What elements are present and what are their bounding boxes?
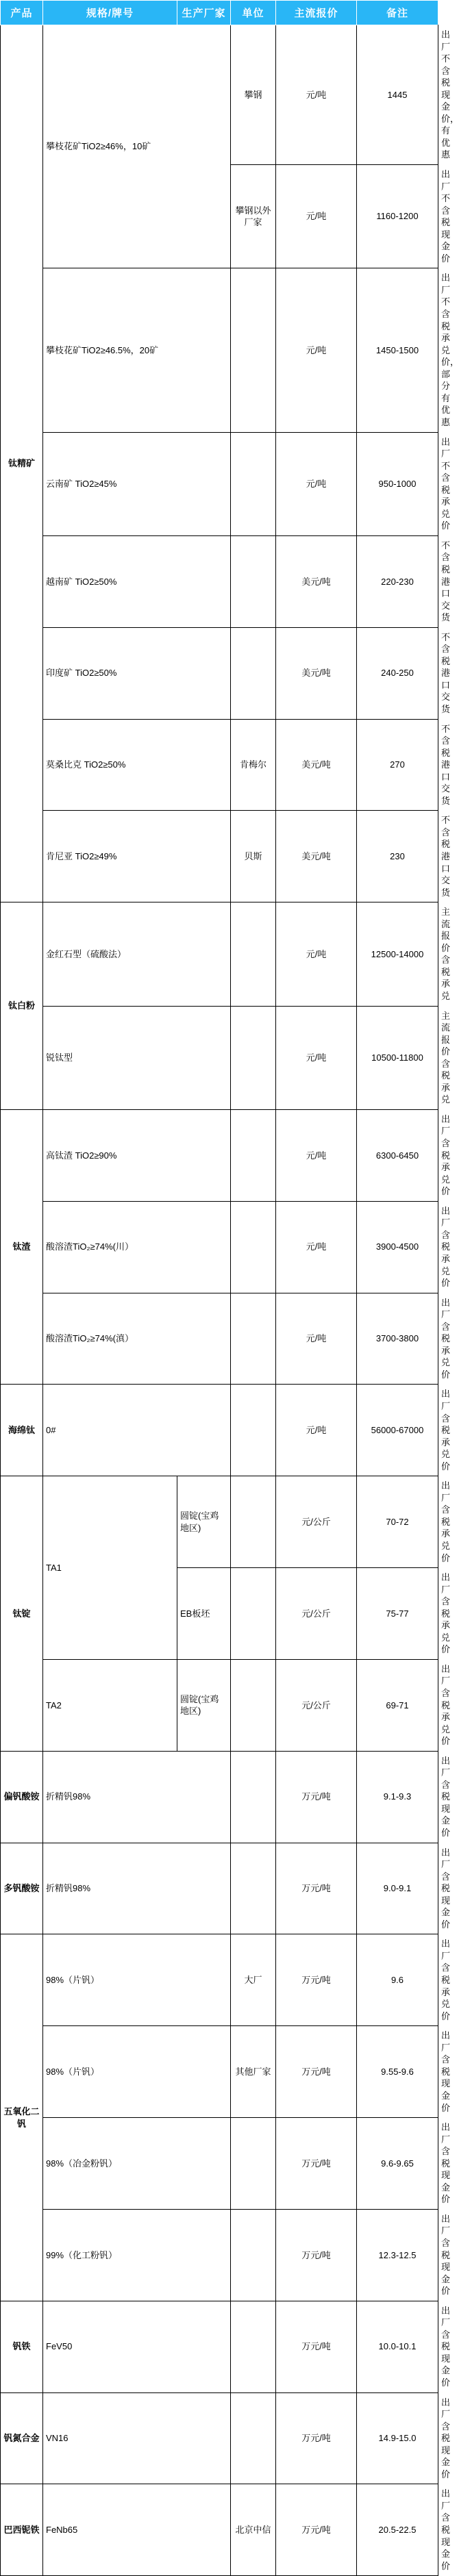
column-header-unit: 单位 — [231, 1, 276, 25]
unit-cell: 元/吨 — [276, 1201, 357, 1293]
spec-cell: 0# — [43, 1385, 231, 1476]
manufacturer-cell — [231, 2301, 276, 2392]
spec-cell: 折精钒98% — [43, 1751, 231, 1843]
unit-cell: 元/吨 — [276, 902, 357, 1006]
table-row: 钒铁 FeV50 万元/吨 10.0-10.1 出厂含税现金价 — [1, 2301, 438, 2392]
price-cell: 14.9-15.0 — [357, 2392, 438, 2484]
table-row: 酸溶渣TiO₂≥74%(滇） 元/吨 3700-3800 出厂含税承兑价 — [1, 1293, 438, 1385]
table-row: 云南矿 TiO2≥45% 元/吨 950-1000 出厂不含税承兑价 — [1, 432, 438, 535]
table-row: 钛白粉 金红石型（硫酸法） 元/吨 12500-14000 主流报价含税承兑 — [1, 902, 438, 1006]
price-cell: 12.3-12.5 — [357, 2209, 438, 2301]
spec-cell: 肯尼亚 TiO2≥49% — [43, 811, 231, 902]
manufacturer-cell — [231, 1843, 276, 1934]
price-cell: 3700-3800 — [357, 1293, 438, 1385]
spec-cell: TA2 — [43, 1659, 177, 1751]
product-category-cell: 钛渣 — [1, 1109, 43, 1384]
spec-cell: 酸溶渣TiO₂≥74%(滇） — [43, 1293, 231, 1385]
table-row: 巴西铌铁 FeNb65 北京中信 万元/吨 20.5-22.5 出厂含税现金价 — [1, 2484, 438, 2576]
table-row: 偏钒酸铵 折精钒98% 万元/吨 9.1-9.3 出厂含税现金价 — [1, 1751, 438, 1843]
table-row: 98%（冶金粉钒） 万元/吨 9.6-9.65 出厂含税现金价 — [1, 2118, 438, 2210]
manufacturer-cell — [231, 535, 276, 627]
unit-cell: 万元/吨 — [276, 2484, 357, 2576]
manufacturer-cell — [231, 1751, 276, 1843]
spec-sub-cell: 圆锭(宝鸡地区) — [177, 1659, 231, 1751]
table-row: 锐钛型 元/吨 10500-11800 主流报价含税承兑 — [1, 1006, 438, 1109]
spec-cell: 98%（片钒） — [43, 2026, 231, 2118]
price-cell: 220-230 — [357, 535, 438, 627]
manufacturer-cell — [231, 627, 276, 719]
table-row: 印度矿 TiO2≥50% 美元/吨 240-250 不含税港口交货 — [1, 627, 438, 719]
price-cell: 1450-1500 — [357, 268, 438, 432]
manufacturer-cell — [231, 1109, 276, 1201]
unit-cell: 元/吨 — [276, 25, 357, 165]
manufacturer-cell — [231, 2392, 276, 2484]
table-row: 越南矿 TiO2≥50% 美元/吨 220-230 不含税港口交货 — [1, 535, 438, 627]
price-cell: 9.0-9.1 — [357, 1843, 438, 1934]
price-cell: 230 — [357, 811, 438, 902]
unit-cell: 元/吨 — [276, 1385, 357, 1476]
manufacturer-cell — [231, 902, 276, 1006]
unit-cell: 元/吨 — [276, 268, 357, 432]
unit-cell: 万元/吨 — [276, 1934, 357, 2026]
price-cell: 6300-6450 — [357, 1109, 438, 1201]
price-cell: 56000-67000 — [357, 1385, 438, 1476]
table-row: 钛锭 TA1 圆锭(宝鸡地区) 元/公斤 70-72 出厂含税承兑价 — [1, 1476, 438, 1568]
manufacturer-cell: 北京中信 — [231, 2484, 276, 2576]
manufacturer-cell — [231, 1659, 276, 1751]
column-header-price: 主流报价 — [276, 1, 357, 25]
table-row: 攀钢以外厂家 元/吨 1160-1200 出厂不含税现金价 — [1, 165, 438, 268]
manufacturer-cell: 攀钢以外厂家 — [231, 165, 276, 268]
spec-cell: 金红石型（硫酸法） — [43, 902, 231, 1006]
table-row: 海绵钛 0# 元/吨 56000-67000 出厂含税承兑价 — [1, 1385, 438, 1476]
table-row: 钛精矿 攀枝花矿TiO2≥46%，10矿 攀钢 元/吨 1445 出厂不含税现金价，有优惠 — [1, 25, 438, 165]
column-header-spec: 规格/牌号 — [43, 1, 177, 25]
table-row: 酸溶渣TiO₂≥74%(川） 元/吨 3900-4500 出厂含税承兑价 — [1, 1201, 438, 1293]
table-row: 肯尼亚 TiO2≥49% 贝斯 美元/吨 230 不含税港口交货 — [1, 811, 438, 902]
manufacturer-cell — [231, 1385, 276, 1476]
column-header-remark: 备注 — [357, 1, 438, 25]
spec-cell: 攀枝花矿TiO2≥46.5%，20矿 — [43, 268, 231, 432]
product-category-cell: 钒氮合金 — [1, 2392, 43, 2484]
price-cell: 270 — [357, 719, 438, 811]
manufacturer-cell — [231, 268, 276, 432]
spec-cell: TA1 — [43, 1476, 177, 1660]
spec-cell: 99%（化工粉钒） — [43, 2209, 231, 2301]
price-cell: 70-72 — [357, 1476, 438, 1568]
product-category-cell: 钒铁 — [1, 2301, 43, 2392]
header-row — [1, 1, 438, 25]
price-cell: 1160-1200 — [357, 165, 438, 268]
table-row: 五氧化二钒 98%（片钒） 大厂 万元/吨 9.6 出厂含税承兑价 — [1, 1934, 438, 2026]
manufacturer-cell — [231, 1568, 276, 1660]
manufacturer-cell — [231, 1293, 276, 1385]
spec-cell: VN16 — [43, 2392, 231, 2484]
spec-cell: FeNb65 — [43, 2484, 231, 2576]
manufacturer-cell: 肯梅尔 — [231, 719, 276, 811]
unit-cell: 万元/吨 — [276, 1843, 357, 1934]
unit-cell: 元/吨 — [276, 1109, 357, 1201]
table-row: 莫桑比克 TiO2≥50% 肯梅尔 美元/吨 270 不含税港口交货 — [1, 719, 438, 811]
manufacturer-cell — [231, 1006, 276, 1109]
product-category-cell: 钛精矿 — [1, 25, 43, 902]
manufacturer-cell — [231, 432, 276, 535]
spec-cell: 攀枝花矿TiO2≥46%，10矿 — [43, 25, 231, 268]
unit-cell: 元/吨 — [276, 165, 357, 268]
product-category-cell: 海绵钛 — [1, 1385, 43, 1476]
table-row: TA2 圆锭(宝鸡地区) 元/公斤 69-71 出厂含税承兑价 — [1, 1659, 438, 1751]
unit-cell: 美元/吨 — [276, 811, 357, 902]
spec-cell: 印度矿 TiO2≥50% — [43, 627, 231, 719]
unit-cell: 万元/吨 — [276, 1751, 357, 1843]
price-cell: 20.5-22.5 — [357, 2484, 438, 2576]
unit-cell: 万元/吨 — [276, 2209, 357, 2301]
manufacturer-cell — [231, 1476, 276, 1568]
unit-cell: 美元/吨 — [276, 627, 357, 719]
table-row: 攀枝花矿TiO2≥46.5%，20矿 元/吨 1450-1500 出厂不含税承兑价，部分有优惠 — [1, 268, 438, 432]
column-header-manufacturer: 生产厂家 — [177, 1, 231, 25]
price-cell: 75-77 — [357, 1568, 438, 1660]
unit-cell: 元/吨 — [276, 432, 357, 535]
unit-cell: 元/吨 — [276, 1293, 357, 1385]
price-cell: 9.1-9.3 — [357, 1751, 438, 1843]
spec-cell: 98%（冶金粉钒） — [43, 2118, 231, 2210]
price-cell: 950-1000 — [357, 432, 438, 535]
table-row: EB板坯 元/公斤 75-77 出厂含税承兑价 — [1, 1568, 438, 1660]
table-header — [1, 1, 438, 25]
unit-cell: 元/公斤 — [276, 1659, 357, 1751]
unit-cell: 万元/吨 — [276, 2026, 357, 2118]
price-cell: 10.0-10.1 — [357, 2301, 438, 2392]
spec-cell: 98%（片钒） — [43, 1934, 231, 2026]
product-category-cell: 巴西铌铁 — [1, 2484, 43, 2576]
price-cell: 12500-14000 — [357, 902, 438, 1006]
product-category-cell: 偏钒酸铵 — [1, 1751, 43, 1843]
spec-sub-cell: EB板坯 — [177, 1568, 231, 1660]
price-cell: 240-250 — [357, 627, 438, 719]
manufacturer-cell — [231, 1201, 276, 1293]
product-category-cell: 钛锭 — [1, 1476, 43, 1751]
price-cell: 9.6 — [357, 1934, 438, 2026]
spec-sub-cell: 圆锭(宝鸡地区) — [177, 1476, 231, 1568]
unit-cell: 元/公斤 — [276, 1568, 357, 1660]
table-body — [1, 25, 459, 2576]
unit-cell: 万元/吨 — [276, 2118, 357, 2210]
unit-cell: 元/吨 — [276, 1006, 357, 1109]
price-cell: 9.55-9.6 — [357, 2026, 438, 2118]
table-row: 98%（片钒） 其他厂家 万元/吨 9.55-9.6 出厂含税现金价 — [1, 2026, 438, 2118]
manufacturer-cell — [231, 2118, 276, 2210]
unit-cell: 万元/吨 — [276, 2392, 357, 2484]
table-row: 钒氮合金 VN16 万元/吨 14.9-15.0 出厂含税现金价 — [1, 2392, 438, 2484]
price-cell: 9.6-9.65 — [357, 2118, 438, 2210]
manufacturer-cell: 大厂 — [231, 1934, 276, 2026]
price-cell: 69-71 — [357, 1659, 438, 1751]
manufacturer-cell: 攀钢 — [231, 25, 276, 165]
table-row: 多钒酸铵 折精钒98% 万元/吨 9.0-9.1 出厂含税现金价 — [1, 1843, 438, 1934]
price-cell: 1445 — [357, 25, 438, 165]
spec-cell: 高钛渣 TiO2≥90% — [43, 1109, 231, 1201]
spec-cell: 折精钒98% — [43, 1843, 231, 1934]
spec-cell: 云南矿 TiO2≥45% — [43, 432, 231, 535]
table-row: 钛渣 高钛渣 TiO2≥90% 元/吨 6300-6450 出厂含税承兑价 — [1, 1109, 438, 1201]
spec-cell: 越南矿 TiO2≥50% — [43, 535, 231, 627]
manufacturer-cell: 其他厂家 — [231, 2026, 276, 2118]
manufacturer-cell: 贝斯 — [231, 811, 276, 902]
column-header-product: 产品 — [1, 1, 43, 25]
product-category-cell: 钛白粉 — [1, 902, 43, 1110]
price-cell: 3900-4500 — [357, 1201, 438, 1293]
manufacturer-cell — [231, 2209, 276, 2301]
spec-cell: 酸溶渣TiO₂≥74%(川） — [43, 1201, 231, 1293]
spec-cell: FeV50 — [43, 2301, 231, 2392]
unit-cell: 万元/吨 — [276, 2301, 357, 2392]
spec-cell: 莫桑比克 TiO2≥50% — [43, 719, 231, 811]
table-row: 99%（化工粉钒） 万元/吨 12.3-12.5 出厂含税现金价 — [1, 2209, 438, 2301]
spec-cell: 锐钛型 — [43, 1006, 231, 1109]
unit-cell: 元/公斤 — [276, 1476, 357, 1568]
product-category-cell: 多钒酸铵 — [1, 1843, 43, 1934]
product-category-cell: 五氧化二钒 — [1, 1934, 43, 2301]
price-cell: 10500-11800 — [357, 1006, 438, 1109]
unit-cell: 美元/吨 — [276, 535, 357, 627]
unit-cell: 美元/吨 — [276, 719, 357, 811]
